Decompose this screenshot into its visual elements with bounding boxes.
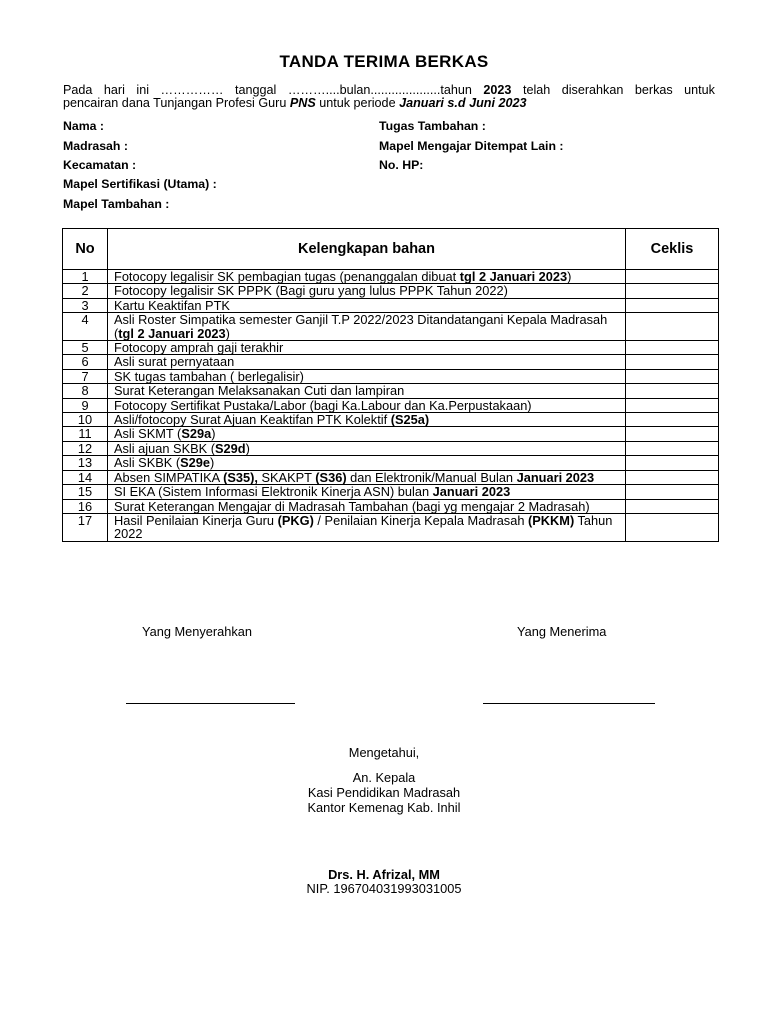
field-madrasah: Madrasah : [63,139,128,153]
text-an-kepala: An. Kepala [352,770,416,785]
row-number: 10 [63,413,108,427]
row-item [108,313,626,341]
intro-pns: PNS [289,96,316,110]
row-item-text: ) [225,325,230,341]
row-number: 7 [63,369,108,383]
row-item [108,284,626,298]
field-kecamatan: Kecamatan : [63,158,137,172]
intro-period: Januari s.d Juni 2023 [399,96,527,110]
row-item-text: Januari 2023 [432,484,511,500]
row-item-text: ) [567,269,572,284]
row-item [108,499,626,513]
intro-text: pencairan dana Tunjangan Profesi Guru [63,96,290,110]
table-row [63,456,719,470]
row-item-text: S29a [181,426,212,442]
row-item-text: Asli SKMT ( [114,426,182,442]
table-row [63,298,719,312]
row-ceklis-cell[interactable] [626,485,719,499]
row-number: 6 [63,355,108,369]
text-mengetahui: Mengetahui, [348,745,420,760]
row-item-text: Asli Roster Simpatika semester Ganjil T.P 2022/2023 Ditandatangani Kepala Madrasah ( [114,312,608,341]
row-item-text: Kartu Keaktifan PTK [114,297,230,313]
document-title: TANDA TERIMA BERKAS [279,52,489,71]
row-item-text: dan Elektronik/Manual Bulan [346,469,517,485]
row-number: 13 [63,456,108,470]
row-item [108,341,626,355]
row-item-text: Fotocopy legalisir SK pembagian tugas (penanggalan dibuat [114,269,460,284]
row-ceklis-cell[interactable] [626,470,719,484]
row-item [108,456,626,470]
row-ceklis-cell[interactable] [626,313,719,341]
intro-text: telah diserahkan berkas untuk [511,83,715,97]
row-number: 2 [63,284,108,298]
row-item-text: S29d [215,440,246,456]
row-item-text: S29e [180,455,211,471]
intro-line-2 [63,97,715,110]
row-item-text: Absen SIMPATIKA [114,469,224,485]
header-kelengkapan: Kelengkapan bahan [108,229,626,270]
table-row [63,398,719,412]
row-item [108,398,626,412]
field-nama: Nama : [63,119,105,133]
row-item-text: Fotocopy Sertifikat Pustaka/Labor (bagi Ka.Labour dan Ka.Perpustakaan) [114,397,532,413]
row-number: 11 [63,427,108,441]
table-row [63,513,719,541]
row-number: 1 [63,270,108,284]
row-ceklis-cell[interactable] [626,499,719,513]
row-item [108,513,626,541]
row-item [108,485,626,499]
row-item-text: SI EKA (Sistem Informasi Elektronik Kinerja ASN) bulan [114,484,433,500]
row-number: 16 [63,499,108,513]
table-row [63,413,719,427]
row-item-text: Januari 2023 [516,469,595,485]
signer-nip: NIP. 196704031993031005 [306,881,462,896]
table-row [63,284,719,298]
row-ceklis-cell[interactable] [626,513,719,541]
row-item-text: (S36) [315,469,347,485]
row-ceklis-cell[interactable] [626,398,719,412]
header-no: No [63,229,108,270]
row-item [108,470,626,484]
row-item-text: (S25a) [390,412,430,428]
row-item-text: Hasil Penilaian Kinerja Guru [114,512,278,528]
text-kasi: Kasi Pendidikan Madrasah [307,785,461,800]
field-mapel-lain: Mapel Mengajar Ditempat Lain : [379,139,564,153]
row-item-text: ) [245,440,250,456]
row-ceklis-cell[interactable] [626,298,719,312]
row-item [108,413,626,427]
row-ceklis-cell[interactable] [626,441,719,455]
row-item [108,427,626,441]
label-yang-menyerahkan: Yang Menyerahkan [142,624,253,639]
table-row [63,313,719,341]
row-number: 3 [63,298,108,312]
row-item [108,355,626,369]
row-item [108,441,626,455]
row-item-text: SK tugas tambahan ( berlegalisir) [114,368,304,384]
table-row [63,485,719,499]
row-ceklis-cell[interactable] [626,284,719,298]
row-number: 8 [63,384,108,398]
row-number: 14 [63,470,108,484]
intro-paragraph [63,84,715,110]
row-item-text: Asli ajuan SKBK ( [114,440,216,456]
table-row [63,441,719,455]
field-tugas-tambahan: Tugas Tambahan : [379,119,486,133]
table-row [63,270,719,284]
row-item-text: Surat Keterangan Mengajar di Madrasah Tambahan (bagi yg mengajar 2 Madrasah) [114,498,590,514]
text-kantor: Kantor Kemenag Kab. Inhil [307,800,461,815]
row-item-text: (PKG) [277,512,314,528]
table-row [63,355,719,369]
table-row [63,369,719,383]
label-yang-menerima: Yang Menerima [517,624,607,639]
row-item-text: Asli surat pernyataan [114,354,235,370]
row-item-text: / Penilaian Kinerja Kepala Madrasah [313,512,528,528]
row-ceklis-cell[interactable] [626,369,719,383]
row-item-text: Surat Keterangan Melaksanakan Cuti dan lampiran [114,383,405,399]
checklist-table [62,228,719,542]
table-row [63,470,719,484]
row-item-text: ) [210,455,215,471]
table-row [63,384,719,398]
row-item [108,384,626,398]
intro-text: Pada hari ini …………… tanggal ………....bulan....................tahun [63,83,484,97]
field-mapel-tambahan: Mapel Tambahan : [63,197,170,211]
intro-text: untuk periode [315,96,400,110]
row-item-text: SKAKPT [257,469,316,485]
row-number: 15 [63,485,108,499]
row-item-text: tgl 2 Januari 2023 [459,269,568,284]
row-item [108,369,626,383]
signer-name: Drs. H. Afrizal, MM [328,867,440,882]
table-row [63,499,719,513]
row-number: 5 [63,341,108,355]
row-number: 17 [63,513,108,541]
row-ceklis-cell[interactable] [626,427,719,441]
intro-year: 2023 [483,83,512,97]
row-ceklis-cell[interactable] [626,456,719,470]
row-ceklis-cell[interactable] [626,413,719,427]
table-header-row [63,229,719,270]
table-row [63,427,719,441]
table-row [63,341,719,355]
row-item-text: Asli SKBK ( [114,455,181,471]
row-item [108,298,626,312]
row-ceklis-cell[interactable] [626,270,719,284]
field-no-hp: No. HP: [379,158,424,172]
row-ceklis-cell[interactable] [626,355,719,369]
row-item-text: tgl 2 Januari 2023 [118,325,226,341]
row-item-text: Tahun 2022 [114,512,613,542]
signature-line-right [483,703,655,704]
field-mapel-sertifikasi: Mapel Sertifikasi (Utama) : [63,177,217,191]
row-item-text: Fotocopy legalisir SK PPPK (Bagi guru yang lulus PPPK Tahun 2022) [114,283,508,299]
row-ceklis-cell[interactable] [626,341,719,355]
row-ceklis-cell[interactable] [626,384,719,398]
row-item-text: Fotocopy amprah gaji terakhir [114,340,284,356]
row-number: 12 [63,441,108,455]
header-ceklis: Ceklis [626,229,719,270]
row-number: 4 [63,313,108,341]
row-number: 9 [63,398,108,412]
signature-line-left [126,703,295,704]
row-item-text: (S35), [223,469,258,485]
row-item-text: Asli/fotocopy Surat Ajuan Keaktifan PTK Kolektif [114,412,391,428]
row-item-text: (PKKM) [528,512,575,528]
row-item [108,270,626,284]
row-item-text: ) [211,426,216,442]
